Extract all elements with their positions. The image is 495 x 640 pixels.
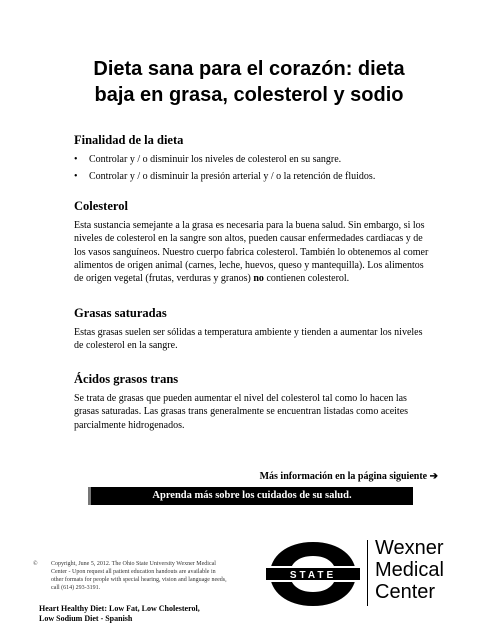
wexner-wordmark — [375, 537, 444, 603]
learn-more-banner: Aprenda más sobre los cuidados de su salud. — [88, 487, 413, 505]
section-heading: Finalidad de la dieta — [74, 133, 184, 147]
title-line-1: Dieta sana para el corazón: dieta — [93, 58, 405, 80]
more-info-link[interactable] — [260, 471, 438, 482]
section-heading: Grasas saturadas — [74, 306, 167, 320]
logo-top-text: OHIO — [303, 542, 323, 551]
more-info-text: Más información en la página siguiente — [259, 471, 428, 482]
copyright-text: Copyright, June 5, 2012. The Ohio State University Wexner Medical Center - Upon request all patient education handouts are available in other formats for people with special hearing, vision and language needs, call (614) 293-3191. — [51, 561, 227, 591]
copyright-notice — [33, 560, 228, 592]
section-finalidad — [74, 133, 429, 187]
body-emphasis: no — [253, 273, 264, 285]
logo-divider — [367, 540, 368, 606]
list-item-text: Controlar y / o disminuir los niveles de colesterol en su sangre. — [89, 154, 342, 165]
footer-line: Heart Healthy Diet: Low Fat, Low Cholesterol, — [39, 604, 200, 613]
wordmark-line: Center — [375, 581, 436, 603]
wordmark-line: Wexner — [375, 537, 444, 559]
copyright-icon: © — [33, 561, 38, 567]
bullet-icon: • — [74, 171, 78, 182]
list-item — [74, 170, 429, 183]
bullet-icon: • — [74, 154, 78, 165]
page-title — [60, 56, 438, 108]
logo-bottom-text: STATE — [289, 570, 337, 581]
arrow-right-icon: ➔ — [429, 471, 438, 482]
document-footer — [39, 604, 200, 624]
bullet-list — [74, 153, 429, 183]
ohio-state-logo — [264, 538, 362, 610]
section-heading: Colesterol — [74, 199, 128, 213]
section-body: Estas grasas suelen ser sólidas a temperatura ambiente y tienden a aumentar los niveles de colesterol en la sangre. — [74, 327, 423, 352]
section-body — [74, 219, 429, 285]
list-item-text: Controlar y / o disminuir la presión arterial y / o la retención de fluidos. — [89, 171, 376, 182]
list-item — [74, 153, 429, 166]
section-body: Se trata de grasas que pueden aumentar el nivel del colesterol tal como lo hacen las grasas saturadas. Las grasas trans generalmente se encuentran listadas como aceites parcialmente hidrogenados. — [74, 393, 409, 431]
wordmark-line: Medical — [375, 559, 444, 581]
section-acidos-trans — [74, 372, 429, 432]
footer-line: Low Sodium Diet - Spanish — [39, 614, 133, 623]
title-line-2: baja en grasa, colesterol y sodio — [94, 84, 404, 106]
section-grasas-saturadas — [74, 306, 429, 353]
section-heading: Ácidos grasos trans — [74, 372, 179, 386]
body-text: Esta sustancia semejante a la grasa es necesaria para la buena salud. Sin embargo, si los niveles de colesterol en la sangre son altos, pueden causar enfermedades cardiacas y de los vasos sanguíneos. Nuestro cuerpo fabrica colesterol. También lo obtenemos al comer alimentos de origen animal (carnes, leche, huevos, queso y mantequilla). Los alimentos de origen vegetal (frutas, verduras y granos) — [74, 220, 429, 285]
body-text-end: contienen colesterol. — [263, 273, 350, 285]
section-colesterol — [74, 199, 429, 285]
